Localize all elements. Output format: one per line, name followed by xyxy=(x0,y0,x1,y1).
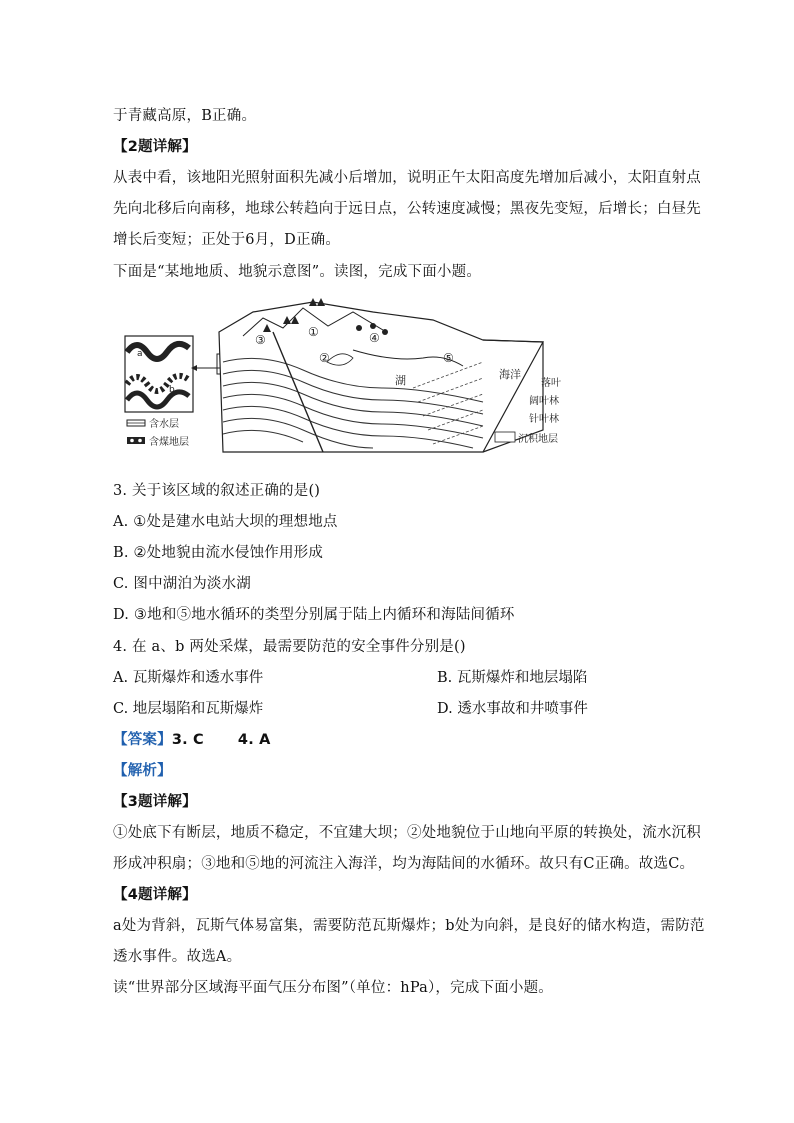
marker-4: ④ xyxy=(369,331,380,345)
label-a: a xyxy=(137,349,143,359)
section-heading: 【4题详解】 xyxy=(113,887,197,903)
q4-option-b: B. 瓦斯爆炸和地层塌陷 xyxy=(437,670,588,686)
question-4-stem: 4. 在 a、b 两处采煤，最需要防范的安全事件分别是() xyxy=(113,639,466,655)
question-3-stem: 3. 关于该区域的叙述正确的是() xyxy=(113,483,321,499)
answer-line xyxy=(113,728,271,749)
marker-3: ③ xyxy=(255,333,266,347)
label-b: b xyxy=(169,385,175,395)
q4-option-c: C. 地层塌陷和瓦斯爆炸 xyxy=(113,701,264,717)
q4-option-a: A. 瓦斯爆炸和透水事件 xyxy=(113,670,264,686)
text-line: 形成冲积扇；③地和⑤地的河流注入海洋，均为海陆间的水循环。故只有C正确。故选C。 xyxy=(113,856,695,872)
q3-option-b: B. ②处地貌由流水侵蚀作用形成 xyxy=(113,545,324,561)
text-line: 增长后变短；正处于6月，D正确。 xyxy=(113,232,341,248)
text-line: 下面是“某地地质、地貌示意图”。读图，完成下面小题。 xyxy=(113,264,482,280)
marker-1: ① xyxy=(308,325,319,339)
text-line: 先向北移后向南移，地球公转趋向于远日点，公转速度减慢；黑夜先变短，后增长；白昼先 xyxy=(113,201,701,217)
q3-option-c: C. 图中湖泊为淡水湖 xyxy=(113,576,251,592)
text-line: 读“世界部分区域海平面气压分布图”（单位：hPa），完成下面小题。 xyxy=(113,980,554,996)
text-line: 透水事件。故选A。 xyxy=(113,949,242,965)
marker-5: ⑤ xyxy=(443,351,454,365)
analysis-label: 【解析】 xyxy=(113,763,172,779)
legend-broadleaf-forest: 阔叶林 xyxy=(529,396,559,407)
section-heading: 【2题详解】 xyxy=(113,139,197,155)
text-line: a处为背斜，瓦斯气体易富集，需要防范瓦斯爆炸；b处为向斜，是良好的储水构造，需防范 xyxy=(113,918,705,934)
answer-label: 【答案】 xyxy=(113,732,172,748)
answer-4: 4. A xyxy=(237,732,271,748)
geology-diagram xyxy=(113,292,573,458)
marker-2: ② xyxy=(319,351,330,365)
text-line: 从表中看，该地阳光照射面积先减小后增加，说明正午太阳高度先增加后减小，太阳直射点 xyxy=(113,170,701,186)
text-line: 于青藏高原，B正确。 xyxy=(113,108,257,124)
legend-sediment: 沉积地层 xyxy=(518,434,558,445)
q3-option-d: D. ③地和⑤地水循环的类型分别属于陆上内循环和海陆间循环 xyxy=(113,607,515,623)
label-ocean: 海洋 xyxy=(499,368,521,381)
legend-broadleaf: 落叶 xyxy=(541,378,561,389)
legend-conifer: 针叶林 xyxy=(529,414,559,425)
legend-aquifer: 含水层 xyxy=(149,419,179,430)
text-line: ①处底下有断层，地质不稳定，不宜建大坝；②处地貌位于山地向平原的转换处，流水沉积 xyxy=(113,825,701,841)
answer-3: 3. C xyxy=(171,732,204,748)
legend-coal: 含煤地层 xyxy=(149,437,189,448)
q3-option-a: A. ①处是建水电站大坝的理想地点 xyxy=(113,514,338,530)
q4-option-d: D. 透水事故和井喷事件 xyxy=(437,701,588,717)
section-heading: 【3题详解】 xyxy=(113,794,197,810)
label-lake: 湖 xyxy=(395,374,406,387)
